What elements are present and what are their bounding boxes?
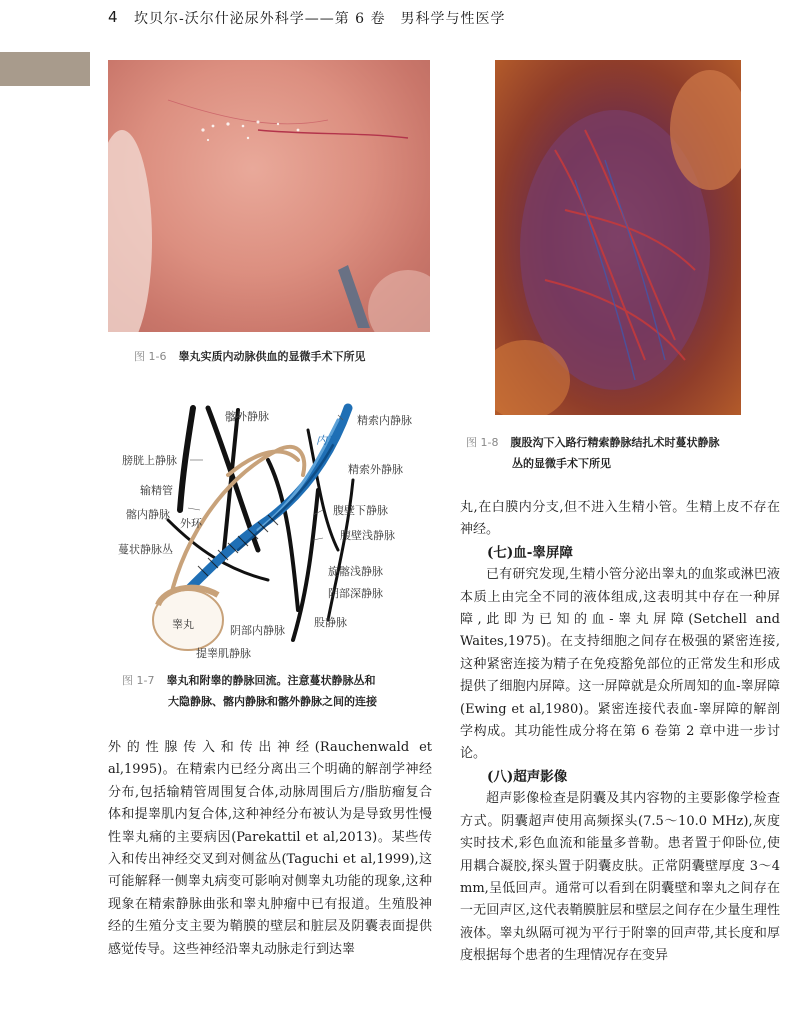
figure-1-7-caption-line2: 大隐静脉、髂内静脉和髂外静脉之间的连接 [168,695,377,708]
page-number: 4 [108,8,118,26]
label-external-iliac-vein: 髂外静脉 [225,410,269,423]
right-paragraph-1: 丸,在白膜内分支,但不进入生精小管。生精上皮不存在神经。 [460,500,780,538]
figure-1-8-caption-line2: 丛的显微手术下所见 [512,457,611,470]
label-deep-pudendal-vein: 阴部深静脉 [328,587,383,600]
label-external-spermatic-vein: 精索外静脉 [348,463,403,476]
chapter-tab [0,52,90,86]
label-superficial-circumflex-iliac-vein: 旋髂浅静脉 [328,565,383,578]
label-superficial-epigastric-vein: 腹壁浅静脉 [340,529,395,542]
label-testis: 睾丸 [172,618,194,631]
tissue-detail [108,60,430,332]
label-superior-vesical-vein: 膀胱上静脉 [122,454,177,467]
label-internal-ring: 内环 [316,434,338,447]
running-title: 坎贝尔-沃尔什泌尿外科学——第 6 卷 男科学与性医学 [134,11,506,27]
left-text-column [108,737,432,961]
label-vas-deferens: 输精管 [140,484,173,497]
figure-1-8-photo [495,60,741,415]
label-internal-pudendal-vein: 阴部内静脉 [230,624,285,637]
label-pampiniform-plexus: 蔓状静脉丛 [118,543,173,556]
figure-1-8-number: 图 1-8 [466,436,499,449]
section-heading-ultrasound: (八)超声影像 [487,768,568,785]
figure-1-7-number: 图 1-7 [122,674,155,687]
page-header [0,0,790,40]
figure-1-7-caption-line1: 睾丸和附睾的静脉回流。注意蔓状静脉丛和 [166,674,376,687]
label-internal-iliac-vein: 髂内静脉 [126,508,170,521]
right-paragraph-3: 超声影像检查是阴囊及其内容物的主要影像学检查方式。阴囊超声使用高频探头(7.5～10.0 MHz),灰度实时技术,彩色血流和能量多普勒。患者置于仰卧位,使用耦合凝胶,探头置于阴囊皮肤。正常阴囊壁厚度 3～4 mm,呈低回声。通常可以看到在阴囊壁和睾丸之间存在一无回声区,这代表鞘膜脏层和壁层之间存在少量生理性液体。睾丸纵隔可视为平行于附睾的回声带,其长度和厚度根据每个患者的生理情况存在变异 [460,791,780,964]
label-cremasteric-vein: 提睾肌静脉 [196,647,251,660]
figure-1-8-caption [466,432,766,474]
right-text-column [460,497,780,968]
figure-1-6-caption-text: 睾丸实质内动脉供血的显微手术下所见 [178,350,366,363]
figure-1-6-photo [108,60,430,332]
plexus-detail [495,60,741,415]
label-external-ring: 外环 [180,517,202,530]
figure-1-6-number: 图 1-6 [134,350,167,363]
figure-1-8-caption-line1: 腹股沟下入路行精索静脉结扎术时蔓状静脉 [510,436,720,449]
label-internal-spermatic-vein: 精索内静脉 [357,414,412,427]
figure-1-7-caption [122,670,452,712]
section-heading-blood-testis-barrier: (七)血-睾屏障 [487,544,573,561]
label-inferior-epigastric-vein: 腹壁下静脉 [333,504,388,517]
figure-1-6-caption [134,346,365,367]
label-femoral-vein: 股静脉 [314,616,347,629]
right-paragraph-2: 已有研究发现,生精小管分泌出睾丸的血浆或淋巴液本质上由完全不同的液体组成,这表明其中存在一种屏障,此即为已知的血-睾丸屏障(Setchell and Waites,1975)。在支持细胞之间存在极强的紧密连接,这种紧密连接为精子在免疫豁免部位的正常发生和形成提供了细胞内屏障。这一屏障就是众所周知的血-睾屏障(Ewing et al,1980)。紧密连接代表血-睾屏障的解剖学构成。其功能性成分将在第 6 卷第 2 章中进一步讨论。 [460,567,780,762]
left-paragraph-1: 外的性腺传入和传出神经(Rauchenwald et al,1995)。在精索内已经分离出三个明确的解剖学神经分布,包括输精管周围复合体,动脉周围后方/脂肪瘤复合体和提睾肌内复合体,这种神经分布被认为是导致男性慢性睾丸痛的主要病因(Parekattil et al,2013)。某些传入和传出神经交叉到对侧盆丛(Taguchi et al,1999),这可能解释一侧睾丸病变可影响对侧睾丸功能的现象,这种现象在精索静脉曲张和睾丸肿瘤中已有报道。生殖股神经的生殖分支主要为鞘膜的壁层和脏层及阴囊表面提供感觉传导。这些神经沿睾丸动脉走行到达睾 [108,740,432,957]
